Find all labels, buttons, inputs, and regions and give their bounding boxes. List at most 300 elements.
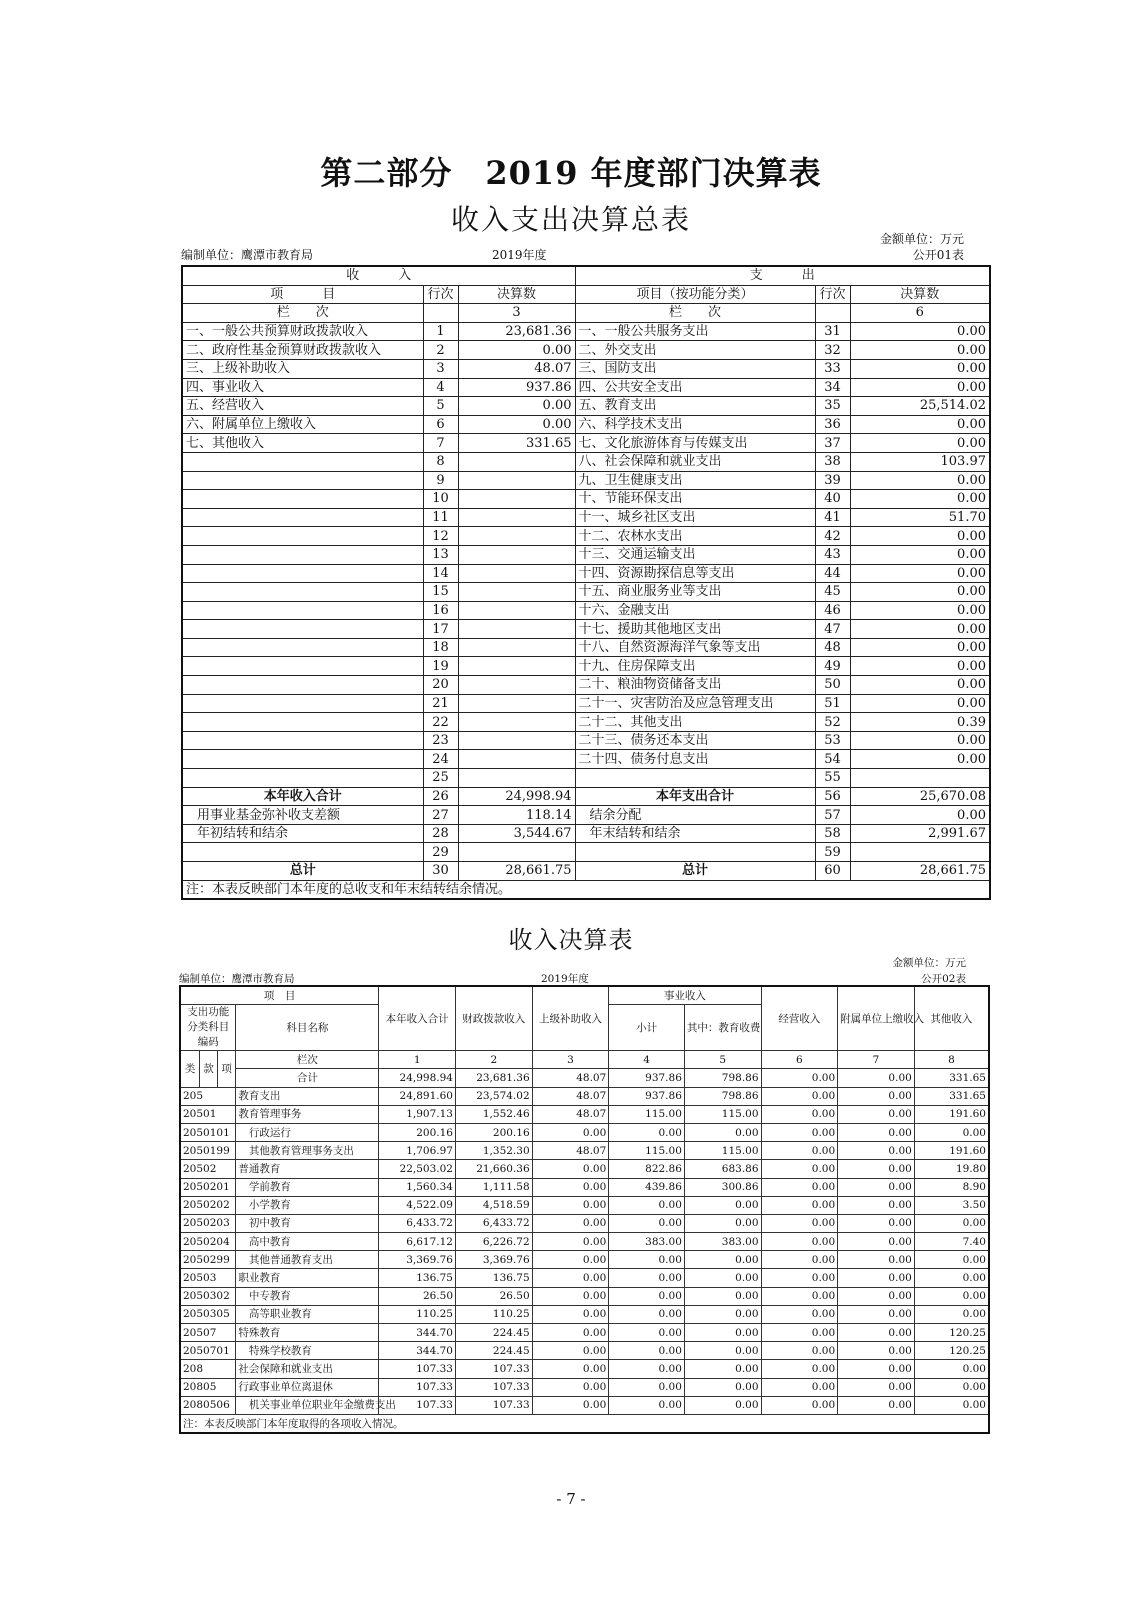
income-amount: 0.00 [458,397,575,416]
expense-item: 二十三、债务还本支出 [575,731,815,750]
row-value: 4,518.59 [456,1196,533,1214]
row-value: 0.00 [684,1360,761,1378]
row-value: 6,433.72 [456,1214,533,1232]
expense-amount: 0.00 [850,583,990,602]
income-amount [458,620,575,639]
income-amount [458,490,575,509]
income-row-no: 26 [423,787,458,806]
table1-row [182,527,990,546]
expense-row-no: 43 [815,545,850,564]
expense-amount: 0.00 [850,694,990,713]
expense-row-no: 55 [815,769,850,788]
expense-row-no: 45 [815,583,850,602]
row-value: 26.50 [456,1287,533,1305]
row-value: 0.00 [761,1396,838,1414]
lanci-no-right: 6 [850,304,990,323]
row-value: 136.75 [456,1269,533,1287]
row-value: 1,552.46 [456,1105,533,1123]
t2-h-heji: 合计 [236,1069,379,1087]
income-item [182,620,423,639]
table1-row [182,490,990,509]
row-value: 0.00 [838,1251,915,1269]
expense-row-no: 39 [815,471,850,490]
row-value: 0.00 [609,1324,685,1342]
expense-item: 一、一般公共服务支出 [575,322,815,341]
expense-item: 十四、资源勘探信息等支出 [575,564,815,583]
row-value: 0.00 [838,1087,915,1105]
table1-column-header [182,285,990,304]
row-value: 107.33 [379,1360,456,1378]
t2-num-4: 4 [609,1051,685,1069]
table1-row [182,843,990,862]
income-row-no: 20 [423,676,458,695]
expense-row-no: 33 [815,359,850,378]
row-name: 高等职业教育 [236,1305,379,1323]
expense-row-no: 44 [815,564,850,583]
table2-row [180,1287,989,1305]
row-name: 行政事业单位离退休 [236,1378,379,1396]
row-value: 0.00 [532,1324,609,1342]
expense-amount: 0.00 [850,415,990,434]
income-row-no: 23 [423,731,458,750]
income-amount: 0.00 [458,341,575,360]
income-amount [458,657,575,676]
expense-item [575,769,815,788]
row-value: 344.70 [379,1342,456,1360]
row-value: 8.90 [914,1178,989,1196]
row-value: 0.00 [532,1378,609,1396]
income-amount [458,527,575,546]
income-item [182,638,423,657]
income-row-no: 12 [423,527,458,546]
row-value: 0.00 [532,1360,609,1378]
expense-item: 九、卫生健康支出 [575,471,815,490]
income-item: 三、上级补助收入 [182,359,423,378]
table1-org: 编制单位：鹰潭市教育局 [181,248,314,262]
income-row-no: 24 [423,750,458,769]
table2-row [180,1123,989,1141]
row-value: 0.00 [609,1305,685,1323]
income-row-no: 22 [423,713,458,732]
row-value: 0.00 [914,1396,989,1414]
row-code: 2050202 [180,1196,236,1214]
row-value: 120.25 [914,1324,989,1342]
expense-amount: 25,514.02 [850,397,990,416]
row-value: 0.00 [761,1305,838,1323]
expense-row-no: 42 [815,527,850,546]
row-code: 208 [180,1360,236,1378]
row-name: 特殊学校教育 [236,1342,379,1360]
row-value: 0.00 [609,1196,685,1214]
lanci-label-right: 栏 次 [575,304,815,323]
table1-row [182,806,990,825]
row-value: 0.00 [914,1123,989,1141]
expense-item: 六、科学技术支出 [575,415,815,434]
expense-item: 十八、自然资源海洋气象等支出 [575,638,815,657]
row-value: 0.00 [838,1378,915,1396]
income-amount [458,583,575,602]
expense-amount: 0.00 [850,620,990,639]
income-row-no: 5 [423,397,458,416]
expense-item: 十一、城乡社区支出 [575,508,815,527]
row-value: 0.00 [914,1378,989,1396]
table1-body [182,266,990,899]
table2-unit: 金额单位：万元 [892,957,966,969]
t2-h-oper: 经营收入 [761,986,838,1051]
expense-amount: 0.00 [850,378,990,397]
t2-h-other: 其他收入 [914,986,989,1051]
row-value: 6,226.72 [456,1233,533,1251]
t2-num-3: 3 [532,1051,609,1069]
page-title: 第二部分 2019 年度部门决算表 [320,154,822,192]
row-value: 0.00 [914,1287,989,1305]
table1-row [182,508,990,527]
table1-year: 2019年度 [492,248,547,262]
income-item: 用事业基金弥补收支差额 [182,806,423,825]
row-value: 0.00 [838,1287,915,1305]
table2-row [180,1378,989,1396]
expense-amount: 25,670.08 [850,787,990,806]
income-row-no: 16 [423,601,458,620]
income-amount [458,731,575,750]
table2-note: 注：本表反映部门本年度取得的各项收入情况。 [180,1414,989,1433]
income-row-no: 21 [423,694,458,713]
expense-row-no: 48 [815,638,850,657]
row-value: 0.00 [838,1396,915,1414]
row-code: 20501 [180,1105,236,1123]
income-header: 收 入 [182,266,575,285]
t2-h-total: 本年收入合计 [379,986,456,1051]
expense-row-no: 32 [815,341,850,360]
row-value: 0.00 [761,1360,838,1378]
row-name: 初中教育 [236,1214,379,1232]
income-item [182,490,423,509]
row-value: 0.00 [609,1360,685,1378]
expense-item: 四、公共安全支出 [575,378,815,397]
expense-item: 二十、粮油物资储备支出 [575,676,815,695]
row-value: 0.00 [761,1251,838,1269]
income-row-no: 17 [423,620,458,639]
expense-row-no: 31 [815,322,850,341]
row-value: 0.00 [761,1342,838,1360]
t2-h-edu: 其中：教育收费 [684,1005,761,1051]
row-value: 0.00 [532,1305,609,1323]
expense-amount: 0.00 [850,806,990,825]
expense-item: 十七、援助其他地区支出 [575,620,815,639]
row-value: 115.00 [609,1142,685,1160]
income-item [182,471,423,490]
row-value: 0.00 [532,1178,609,1196]
expense-item: 二、外交支出 [575,341,815,360]
income-row-no: 27 [423,806,458,825]
income-item: 七、其他收入 [182,434,423,453]
expense-row-no: 46 [815,601,850,620]
row-value: 0.00 [914,1360,989,1378]
expense-amount: 0.00 [850,638,990,657]
table2-year: 2019年度 [541,973,589,985]
income-row-no: 10 [423,490,458,509]
table1-row [182,545,990,564]
income-item: 四、事业收入 [182,378,423,397]
expense-item: 二十四、债务付息支出 [575,750,815,769]
row-value: 0.00 [609,1269,685,1287]
row-value: 0.00 [914,1214,989,1232]
row-value: 0.00 [838,1178,915,1196]
table2-row [180,1178,989,1196]
table1-row [182,750,990,769]
row-name: 职业教育 [236,1269,379,1287]
row-value: 0.00 [838,1123,915,1141]
expense-item: 结余分配 [575,806,815,825]
row-value: 0.00 [684,1324,761,1342]
row-value: 48.07 [532,1087,609,1105]
income-amount [458,508,575,527]
row-value: 0.00 [684,1342,761,1360]
t2-heji-8: 331.65 [914,1069,989,1087]
table1-title: 收入支出决算总表 [450,203,691,236]
row-value: 1,907.13 [379,1105,456,1123]
income-item: 五、经营收入 [182,397,423,416]
income-row-no: 11 [423,508,458,527]
income-amount [458,564,575,583]
income-row-no: 4 [423,378,458,397]
table2-note-row [180,1414,989,1433]
t2-h-name: 科目名称 [236,1005,379,1051]
expense-row-no: 59 [815,843,850,862]
row-value: 0.00 [761,1123,838,1141]
row-name: 机关事业单位职业年金缴费支出 [236,1396,379,1414]
expense-row-no: 53 [815,731,850,750]
row-value: 107.33 [379,1396,456,1414]
table2-row [180,1324,989,1342]
row-value: 0.00 [532,1251,609,1269]
table1-row [182,713,990,732]
t2-header-row-1 [180,986,989,1005]
income-amount: 937.86 [458,378,575,397]
row-name: 高中教育 [236,1233,379,1251]
income-amount [458,471,575,490]
income-row-no: 14 [423,564,458,583]
expense-amount: 0.00 [850,676,990,695]
table1-row [182,694,990,713]
row-value: 0.00 [761,1287,838,1305]
expense-item: 十、节能环保支出 [575,490,815,509]
table2-row [180,1214,989,1232]
row-value: 0.00 [684,1287,761,1305]
expense-item: 十二、农林水支出 [575,527,815,546]
table1-row [182,415,990,434]
row-value: 0.00 [838,1214,915,1232]
row-name: 教育支出 [236,1087,379,1105]
table1-lanci-row [182,304,990,323]
col-func-item: 项目（按功能分类） [575,285,815,304]
row-value: 0.00 [609,1287,685,1305]
income-item: 总计 [182,862,423,881]
col-amount2: 决算数 [850,285,990,304]
table2-row [180,1342,989,1360]
income-item [182,843,423,862]
table2-row [180,1269,989,1287]
t2-num-7: 7 [838,1051,915,1069]
income-amount [458,750,575,769]
row-value: 115.00 [684,1105,761,1123]
row-value: 1,111.58 [456,1178,533,1196]
expense-row-no: 50 [815,676,850,695]
row-value: 0.00 [532,1123,609,1141]
row-value: 0.00 [838,1305,915,1323]
row-value: 937.86 [609,1087,685,1105]
table1-row [182,731,990,750]
income-row-no: 6 [423,415,458,434]
row-code: 2050101 [180,1123,236,1141]
table1-row [182,787,990,806]
row-value: 191.60 [914,1142,989,1160]
row-value: 0.00 [684,1123,761,1141]
income-amount [458,452,575,471]
expense-row-no: 41 [815,508,850,527]
row-value: 110.25 [379,1305,456,1323]
expense-row-no: 38 [815,452,850,471]
income-row-no: 19 [423,657,458,676]
expense-row-no: 57 [815,806,850,825]
expense-item: 十九、住房保障支出 [575,657,815,676]
expense-row-no: 34 [815,378,850,397]
income-row-no: 29 [423,843,458,862]
t2-h-upper: 上级补助收入 [532,986,609,1051]
col-row: 行次 [423,285,458,304]
row-value: 798.86 [684,1087,761,1105]
expense-row-no: 54 [815,750,850,769]
table1-row [182,341,990,360]
income-item [182,750,423,769]
table1-row [182,434,990,453]
table1-row [182,601,990,620]
income-row-no: 1 [423,322,458,341]
t2-heji-row [180,1069,989,1087]
row-value: 0.00 [609,1342,685,1360]
row-value: 0.00 [838,1269,915,1287]
row-code: 2050204 [180,1233,236,1251]
t2-h-fiscal: 财政拨款收入 [456,986,533,1051]
row-value: 0.00 [761,1196,838,1214]
expense-item: 二十一、灾害防治及应急管理支出 [575,694,815,713]
row-value: 0.00 [609,1396,685,1414]
table2-row [180,1360,989,1378]
income-row-no: 25 [423,769,458,788]
row-value: 331.65 [914,1087,989,1105]
table2-row [180,1233,989,1251]
row-value: 0.00 [684,1196,761,1214]
row-value: 344.70 [379,1324,456,1342]
row-value: 200.16 [379,1123,456,1141]
t2-h-lei: 类 [180,1051,200,1087]
expense-item: 三、国防支出 [575,359,815,378]
table1-row [182,676,990,695]
row-value: 0.00 [838,1142,915,1160]
row-value: 19.80 [914,1160,989,1178]
row-value: 0.00 [532,1342,609,1360]
expense-amount: 0.39 [850,713,990,732]
row-value: 24,891.60 [379,1087,456,1105]
row-value: 1,706.97 [379,1142,456,1160]
income-item [182,527,423,546]
income-amount: 331.65 [458,434,575,453]
row-value: 0.00 [914,1305,989,1323]
income-item [182,694,423,713]
table1-note-row [182,880,990,899]
table1-row [182,564,990,583]
income-amount [458,843,575,862]
table2-title: 收入决算表 [508,926,634,954]
row-code: 2050299 [180,1251,236,1269]
expense-row-no: 47 [815,620,850,639]
row-value: 0.00 [838,1105,915,1123]
row-value: 1,352.30 [456,1142,533,1160]
t2-h-sub: 小计 [609,1005,685,1051]
row-code: 2050701 [180,1342,236,1360]
income-table [179,985,990,1434]
row-value: 107.33 [456,1378,533,1396]
income-row-no: 9 [423,471,458,490]
expense-amount: 103.97 [850,452,990,471]
expense-row-no: 51 [815,694,850,713]
t2-h-affil: 附属单位上缴收入 [838,986,915,1051]
income-item [182,769,423,788]
row-value: 224.45 [456,1324,533,1342]
expense-row-no: 35 [815,397,850,416]
expense-row-no: 58 [815,824,850,843]
row-value: 383.00 [684,1233,761,1251]
expense-item: 十三、交通运输支出 [575,545,815,564]
page-number: - 7 - [556,1490,586,1508]
row-value: 0.00 [761,1142,838,1160]
row-value: 0.00 [532,1287,609,1305]
table1-row [182,397,990,416]
row-value: 0.00 [532,1269,609,1287]
income-item [182,601,423,620]
expense-row-no: 40 [815,490,850,509]
col-item: 项 目 [182,285,423,304]
row-value: 22,503.02 [379,1160,456,1178]
income-row-no: 3 [423,359,458,378]
row-value: 0.00 [761,1160,838,1178]
row-value: 0.00 [532,1214,609,1232]
income-amount [458,638,575,657]
table1-row [182,452,990,471]
expense-amount: 0.00 [850,341,990,360]
income-item [182,676,423,695]
row-value: 0.00 [684,1251,761,1269]
expense-amount: 0.00 [850,490,990,509]
table1-section-header [182,266,990,285]
row-value: 0.00 [532,1160,609,1178]
t2-heji-1: 24,998.94 [379,1069,456,1087]
income-row-no: 28 [423,824,458,843]
row-value: 0.00 [532,1196,609,1214]
income-item: 二、政府性基金预算财政拨款收入 [182,341,423,360]
table2-row [180,1251,989,1269]
t2-heji-3: 48.07 [532,1069,609,1087]
expense-item: 七、文化旅游体育与传媒支出 [575,434,815,453]
row-value: 0.00 [684,1396,761,1414]
row-value: 0.00 [914,1251,989,1269]
expense-amount: 0.00 [850,434,990,453]
row-value: 383.00 [609,1233,685,1251]
row-code: 205 [180,1087,236,1105]
t2-num-8: 8 [914,1051,989,1069]
expense-amount: 0.00 [850,527,990,546]
row-name: 特殊教育 [236,1324,379,1342]
